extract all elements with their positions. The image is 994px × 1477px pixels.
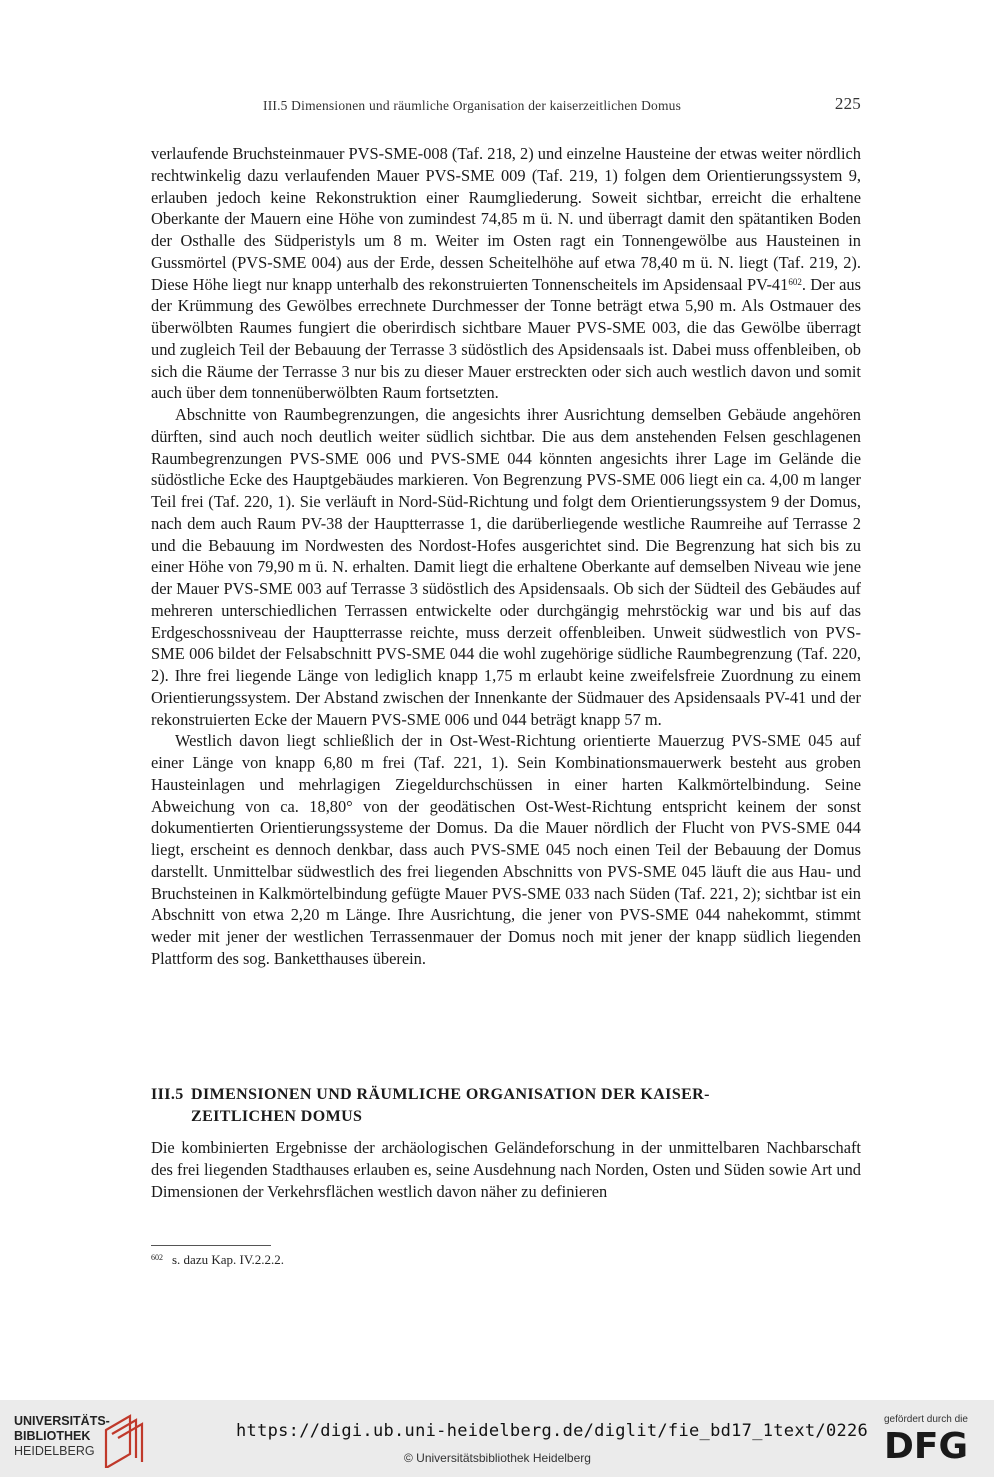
permalink-url[interactable]: https://digi.ub.uni-heidelberg.de/diglit/fie_bd17_1text/0226 [236, 1421, 869, 1441]
dfg-logo-icon [884, 1427, 980, 1467]
footnote [151, 1252, 284, 1268]
library-emblem-icon [102, 1412, 146, 1468]
body-text [151, 143, 861, 970]
section-title-line: ZEITLICHEN DOMUS [191, 1108, 363, 1125]
dfg-logo-text: DFG [884, 1427, 969, 1463]
university-library-logo[interactable] [14, 1414, 110, 1459]
section-title-line: DIMENSIONEN UND RÄUMLICHE ORGANISATION DER KAISER- [191, 1086, 710, 1103]
footnote-divider [151, 1245, 271, 1246]
footnote-number: 602 [151, 1253, 163, 1262]
section-paragraph: Die kombinierten Ergebnisse der archäologischen Geländeforschung in der unmittelbaren Nachbarschaft des frei liegenden Stadthauses erlauben es, seine Ausdehnung nach Norden, Osten und Süden sowie Art und Dimensionen der Verkehrsflächen westlich davon näher zu definieren [151, 1138, 861, 1201]
section-heading [151, 1084, 861, 1128]
paragraph-text: verlaufende Bruchsteinmauer PVS-SME-008 (Taf. 218, 2) und einzelne Hausteine der etwas weiter nördlich rechtwinkelig dazu verlaufenden Mauer PVS-SME 009 (Taf. 219, 1) folgen dem Orientierungssystem 9, erlauben jedoch keine Rekonstruktion einer Raumgliederung. Soweit sichtbar, erreicht die erhaltene Oberkante der Mauern eine Höhe von zumindest 74,85 m ü. N. und überragt damit den spätantiken Boden der Osthalle des Südperistyls um 8 m. Weiter im Osten ragt ein Tonnengewölbe aus Hausteinen in Gussmörtel (PVS-SME 004) aus der Erde, dessen Scheitelhöhe auf etwa 78,40 m ü. N. liegt (Taf. 219, 2). Diese Höhe liegt nur knapp unterhalb des rekonstruierten Tonnenscheitels im Apsidensaal PV-41 [151, 144, 861, 294]
paragraph [151, 143, 861, 404]
page-number: 225 [834, 94, 861, 113]
copyright-notice: © Universitätsbibliothek Heidelberg [404, 1451, 591, 1465]
paragraph: Westlich davon liegt schließlich der in Ost-West-Richtung orientierte Mauerzug PVS-SME 045 auf einer Länge von knapp 6,80 m frei (Taf. 221, 1). Sein Kombinationsmauerwerk besteht aus groben Hausteinlagen und mehrlagigen Ziegeldurchschüssen in einer harten Kalkmörtelbindung. Seine Abweichung von ca. 18,80° von der geodätischen Ost-West-Richtung entspricht keinem der sonst dokumentierten Orientierungssysteme der Domus. Da die Mauer nördlich der Flucht von PVS-SME 044 liegt, erscheint es dennoch denkbar, dass auch PVS-SME 045 noch einen Teil der Bebauung der Domus darstellt. Unmittelbar südwestlich des frei liegenden Abschnitts von PVS-SME 045 läuft die aus Hau- und Bruchsteinen in Kalkmörtelbindung gefügte Mauer PVS-SME 033 nach Süden (Taf. 221, 2); sichtbar ist ein Abschnitt von etwa 2,20 m Länge. Ihre Ausrichtung, die jener von PVS-SME 044 nahekommt, stimmt weder mit jener der westlichen Terrassenmauer der Domus noch mit jener der knapp südlich liegenden Plattform des sog. Banketthauses überein. [151, 731, 861, 968]
footnote-reference[interactable]: 602 [788, 276, 802, 287]
paragraph: Abschnitte von Raumbegrenzungen, die angesichts ihrer Ausrichtung demselben Gebäude angehören dürften, sind auch noch deutlich weiter südlich sichtbar. Die aus dem anstehenden Felsen geschlagenen Raumbegrenzungen PVS-SME 006 und PVS-SME 044 könnten angesichts ihrer Lage im Gelände die südöstliche Ecke des Hauptgebäudes markieren. Von Begrenzung PVS-SME 006 liegt ein ca. 4,00 m langer Teil frei (Taf. 220, 1). Sie verläuft in Nord-Süd-Richtung und folgt dem Orientierungssystem 9 der Domus, nach dem auch Raum PV-38 der Hauptterrasse 1, die darüberliegende westliche Raumreihe auf Terrasse 2 und die Bebauung im Nordwesten des Nordost-Hofes ausgerichtet sind. Die Begrenzung hat sich bis zu einer Höhe von 79,90 m ü. N. erhalten. Damit liegt die erhaltene Oberkante auf demselben Niveau wie jene der Mauer PVS-SME 003 auf Terrasse 3 südöstlich des Apsidensaals. Ob sich der Südteil des Gebäudes auf mehreren unterschiedlichen Terrassen entwickelte oder durchgängig mehrstöckig war und bis auf das Erdgeschossniveau der Hauptterrasse reichte, muss derzeit offenbleiben. Unweit südwestlich von PVS-SME 006 bildet der Felsabschnitt PVS-SME 044 die wohl zugehörige südliche Raumbegrenzung (Taf. 220, 2). Ihre frei liegende Länge von lediglich knapp 1,75 m erlaubt keine zweifelsfreie Zuordnung zu einem Orientierungssystem. Der Abstand zwischen der Innenkante der Südmauer des Apsidensaals PV-41 und der rekonstruierten Ecke der Mauern PVS-SME 006 und 044 beträgt knapp 57 m. [151, 405, 861, 729]
library-name-line: HEIDELBERG [14, 1444, 95, 1458]
footnote-text: s. dazu Kap. IV.2.2.2. [172, 1252, 285, 1267]
library-name-line: UNIVERSITÄTS- [14, 1414, 110, 1428]
library-name-line: BIBLIOTHEK [14, 1429, 91, 1443]
running-title: III.5 Dimensionen und räumliche Organisation der kaiserzeitlichen Domus [263, 98, 682, 113]
funder-label: gefördert durch die [884, 1414, 968, 1425]
section-number: III.5 [151, 1086, 184, 1103]
funder-logo[interactable] [884, 1414, 980, 1467]
paragraph-text: . Der aus der Krümmung des Gewölbes errechnete Durchmesser der Tonne beträgt etwa 5,90 m. Als Ostmauer des überwölbten Raumes fungiert die oberirdisch sichtbare Mauer PVS-SME 003, die das Gewölbe überragt und zugleich Teil der Bebauung der Terrasse 3 südöstlich des Apsidensaals ist. Dabei muss offenbleiben, ob sich die Räume der Terrasse 3 nur bis zu dieser Mauer erstreckten oder sich auch westlich davon und somit auch über dem tonnenüberwölbten Raum fortsetzten. [151, 274, 861, 403]
viewer-footer-bar [0, 1400, 994, 1477]
